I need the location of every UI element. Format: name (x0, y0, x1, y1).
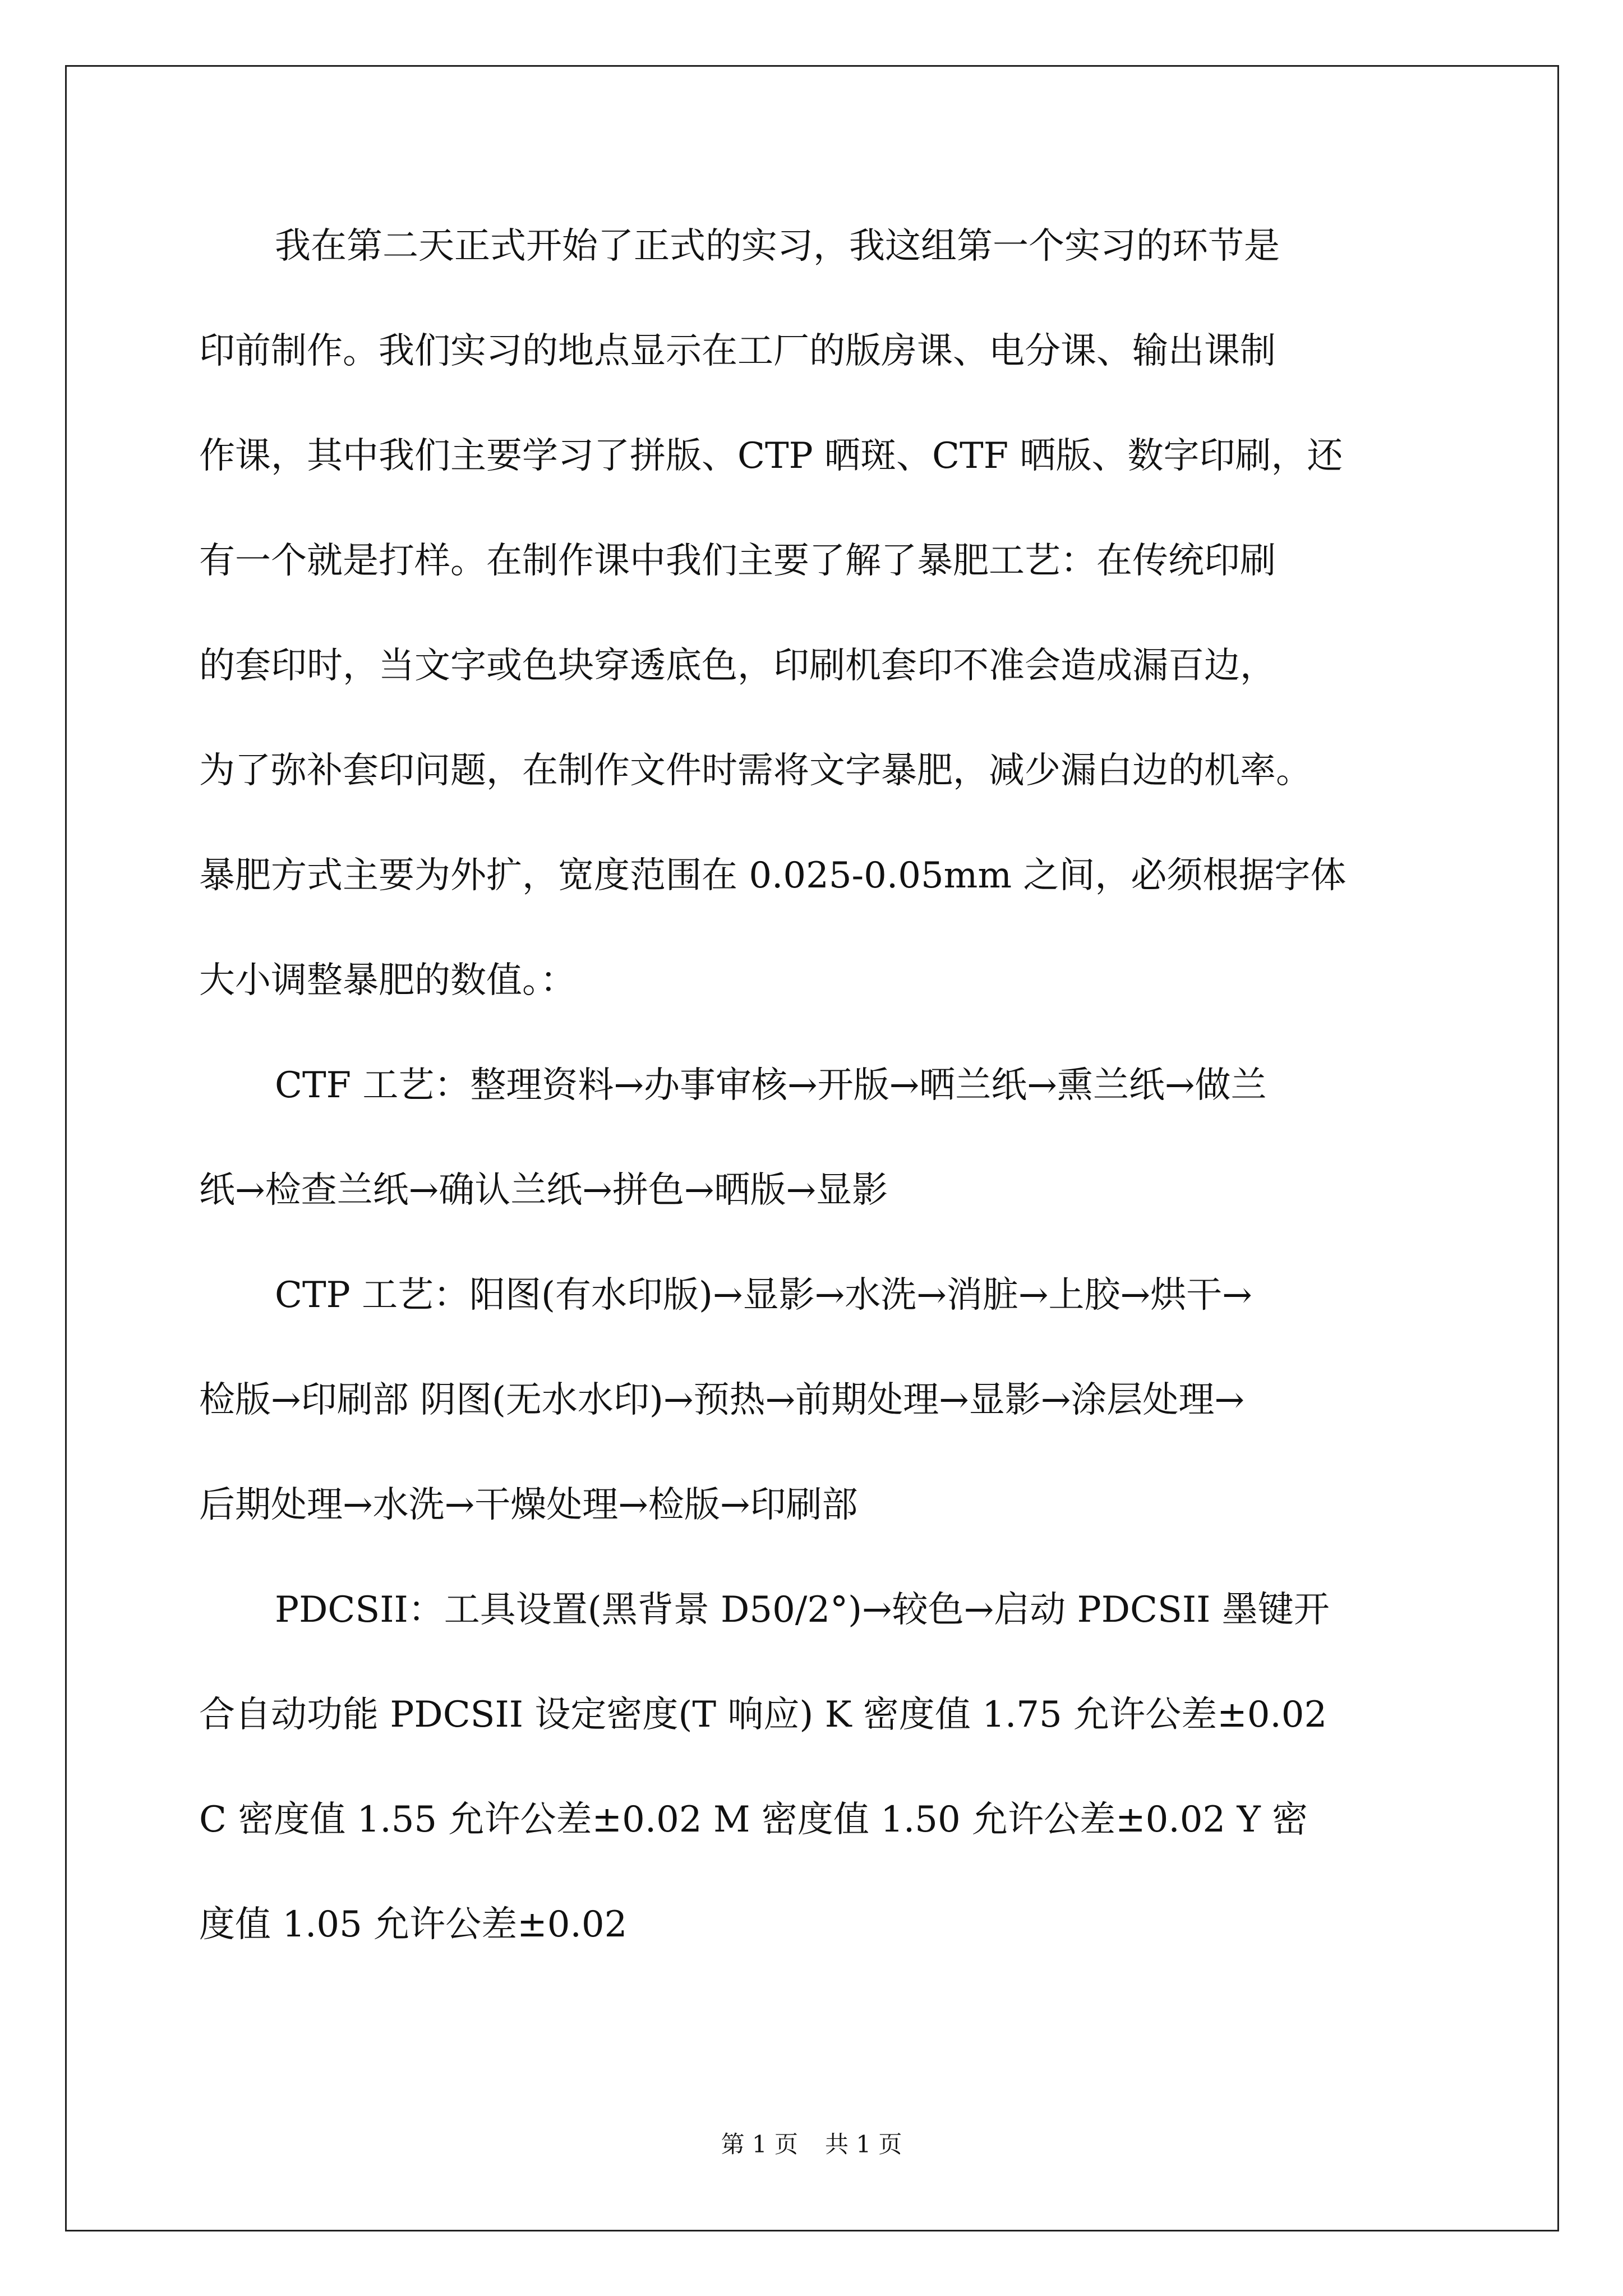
paragraph-2-line-2: 纸→检查兰纸→确认兰纸→拼色→晒版→显影 (199, 1170, 888, 1211)
paragraph-4-line-3: C 密度值 1.55 允许公差±0.02 M 密度值 1.50 允许公差±0.02 Y 密 (199, 1799, 1308, 1841)
page-footer (0, 2128, 1623, 2161)
paragraph-1-line-8: 大小调整暴肥的数值。： (199, 960, 576, 1001)
paragraph-3-line-1: CTP 工艺：阳图(有水印版)→显影→水洗→消脏→上胶→烘干→ (275, 1274, 1252, 1316)
paragraph-1-line-1: 我在第二天正式开始了正式的实习，我这组第一个实习的环节是 (275, 226, 1280, 267)
paragraph-2-line-1: CTF 工艺：整理资料→办事审核→开版→晒兰纸→熏兰纸→做兰 (275, 1065, 1267, 1106)
paragraph-4-line-2: 合自动功能 PDCSII 设定密度(T 响应) K 密度值 1.75 允许公差±0.02 (199, 1694, 1327, 1736)
paragraph-4-line-1: PDCSII：工具设置(黑背景 D50/2°)→较色→启动 PDCSII 墨键开 (275, 1589, 1330, 1631)
page-number-current: 第 1 页 (721, 2131, 798, 2158)
paragraph-3-line-3: 后期处理→水洗→干燥处理→检版→印刷部 (199, 1484, 858, 1526)
paragraph-3-line-2: 检版→印刷部 阴图(无水水印)→预热→前期处理→显影→涂层处理→ (199, 1379, 1245, 1421)
paragraph-1-line-4: 有一个就是打样。在制作课中我们主要了解了暴肥工艺：在传统印刷 (199, 540, 1276, 582)
paragraph-1-line-2: 印前制作。我们实习的地点显示在工厂的版房课、电分课、输出课制 (199, 330, 1276, 372)
page-number-total: 共 1 页 (825, 2131, 902, 2158)
paragraph-1-line-6: 为了弥补套印问题，在制作文件时需将文字暴肥，减少漏白边的机率。 (199, 750, 1312, 792)
paragraph-1-line-5: 的套印时，当文字或色块穿透底色，印刷机套印不准会造成漏百边， (199, 645, 1276, 687)
paragraph-1-line-3: 作课，其中我们主要学习了拼版、CTP 晒斑、CTF 晒版、数字印刷，还 (199, 435, 1343, 477)
paragraph-4-line-4: 度值 1.05 允许公差±0.02 (199, 1904, 628, 1945)
paragraph-1-line-7: 暴肥方式主要为外扩，宽度范围在 0.025-0.05mm 之间，必须根据字体 (199, 855, 1347, 896)
document-body (199, 220, 1433, 2003)
